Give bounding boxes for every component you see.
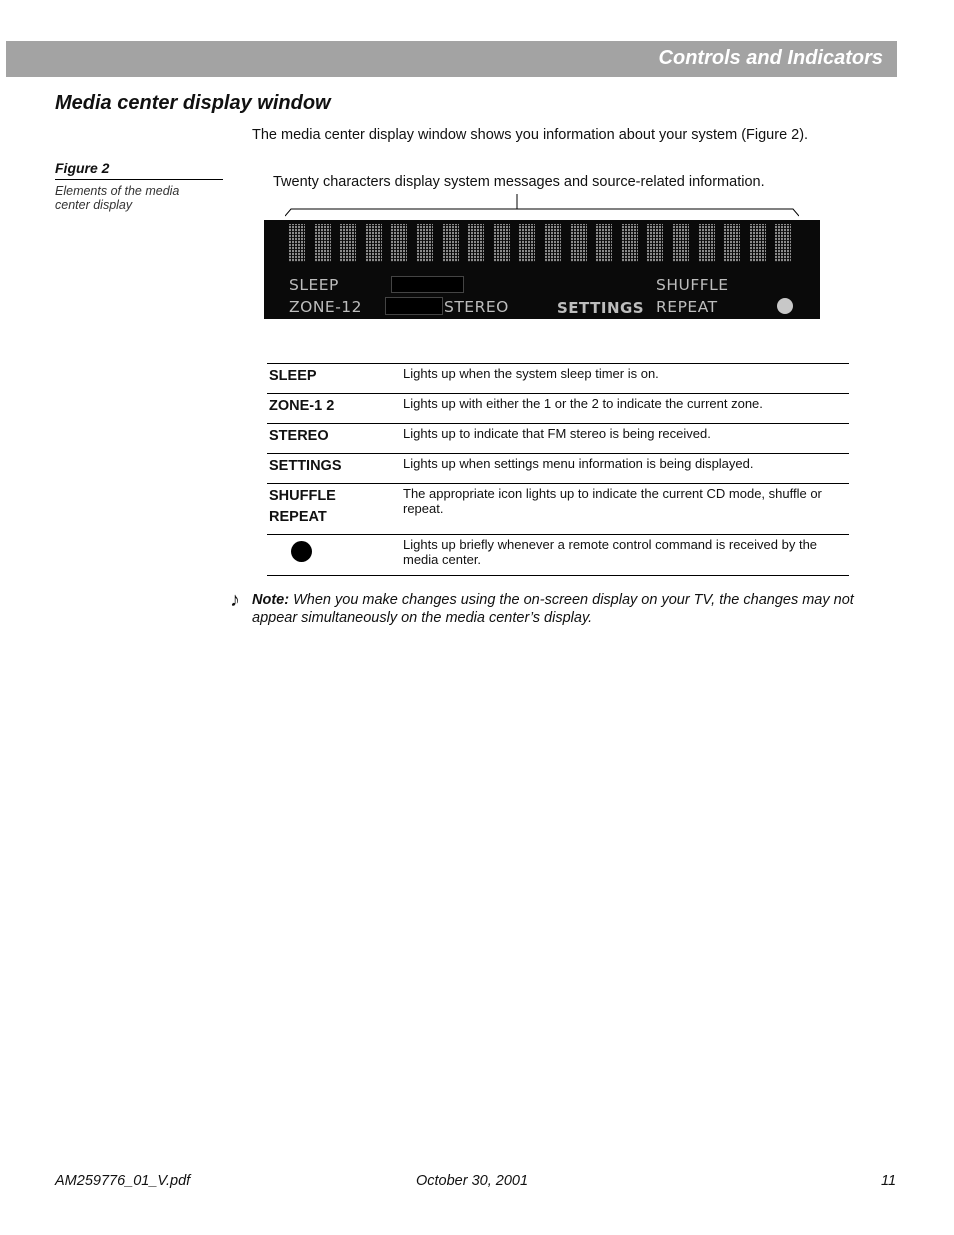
legend-description: Lights up with either the 1 or the 2 to indicate the current zone.: [401, 394, 849, 424]
table-row: [267, 535, 849, 576]
legend-term: STEREO: [267, 424, 401, 454]
legend-description: Lights up when settings menu information is being displayed.: [401, 454, 849, 484]
note-label: Note:: [252, 592, 290, 608]
display-stereo-label: STEREO: [444, 298, 509, 316]
legend-description: Lights up when the system sleep timer is on.: [401, 364, 849, 394]
legend-term: SETTINGS: [267, 454, 401, 484]
display-character-cell: [724, 224, 740, 262]
display-character-cell: [622, 224, 638, 262]
legend-term: [267, 484, 401, 535]
table-row: [267, 484, 849, 535]
display-character-cell: [315, 224, 331, 262]
header-title: Controls and Indicators: [658, 47, 883, 69]
display-character-cell: [571, 224, 587, 262]
figure-label: Figure 2: [55, 160, 223, 180]
table-row: [267, 394, 849, 424]
display-character-cell: [340, 224, 356, 262]
legend-description: Lights up briefly whenever a remote control command is received by the media center.: [401, 535, 849, 576]
section-title: Media center display window: [55, 92, 331, 114]
intro-paragraph: The media center display window shows you information about your system (Figure 2).: [252, 127, 809, 143]
display-character-cell: [673, 224, 689, 262]
footer-date: October 30, 2001: [416, 1173, 529, 1189]
legend-term-line: SHUFFLE: [269, 488, 336, 504]
display-stereo-segment-box: [385, 297, 443, 315]
display-character-cell: [391, 224, 407, 262]
legend-term: ZONE-1 2: [267, 394, 401, 424]
note-paragraph: [252, 591, 902, 627]
display-settings-label: SETTINGS: [557, 299, 645, 317]
legend-term: SLEEP: [267, 364, 401, 394]
figure-callout: Twenty characters display system messages and source-related information.: [273, 174, 765, 190]
display-character-cell: [494, 224, 510, 262]
display-zone-label: ZONE-12: [289, 298, 363, 316]
indicator-legend-table: [267, 363, 849, 576]
display-character-cell: [519, 224, 535, 262]
table-row: [267, 454, 849, 484]
legend-term: [267, 535, 401, 576]
music-note-icon: ♪: [230, 589, 240, 611]
display-character-cell: [366, 224, 382, 262]
filled-circle-icon: [291, 541, 312, 562]
display-sleep-label: SLEEP: [289, 276, 339, 294]
display-character-cell: [699, 224, 715, 262]
display-remote-indicator-icon: [777, 298, 793, 314]
note-text: When you make changes using the on-screen display on your TV, the changes may not appear simultaneously on the media center’s display.: [252, 592, 854, 626]
display-character-cell: [750, 224, 766, 262]
display-shuffle-label: SHUFFLE: [656, 276, 729, 294]
display-character-cell: [443, 224, 459, 262]
table-row: [267, 424, 849, 454]
display-character-cell: [289, 224, 305, 262]
display-character-cell: [545, 224, 561, 262]
display-character-cell: [647, 224, 663, 262]
display-zone-segment-box: [391, 276, 464, 293]
legend-description: Lights up to indicate that FM stereo is being received.: [401, 424, 849, 454]
display-character-cell: [596, 224, 612, 262]
legend-description: The appropriate icon lights up to indicate the current CD mode, shuffle or repeat.: [401, 484, 849, 535]
header-bar: [6, 41, 897, 77]
callout-bracket: [285, 194, 799, 220]
footer-filename: AM259776_01_V.pdf: [55, 1173, 191, 1189]
display-character-cell: [468, 224, 484, 262]
display-character-cell: [775, 224, 791, 262]
table-row: [267, 364, 849, 394]
display-character-cell: [417, 224, 433, 262]
figure-caption: Elements of the media center display: [55, 184, 180, 212]
legend-term-line: REPEAT: [269, 509, 327, 525]
display-repeat-label: REPEAT: [656, 298, 718, 316]
display-window: [264, 220, 820, 319]
footer-page-number: 11: [881, 1173, 897, 1189]
